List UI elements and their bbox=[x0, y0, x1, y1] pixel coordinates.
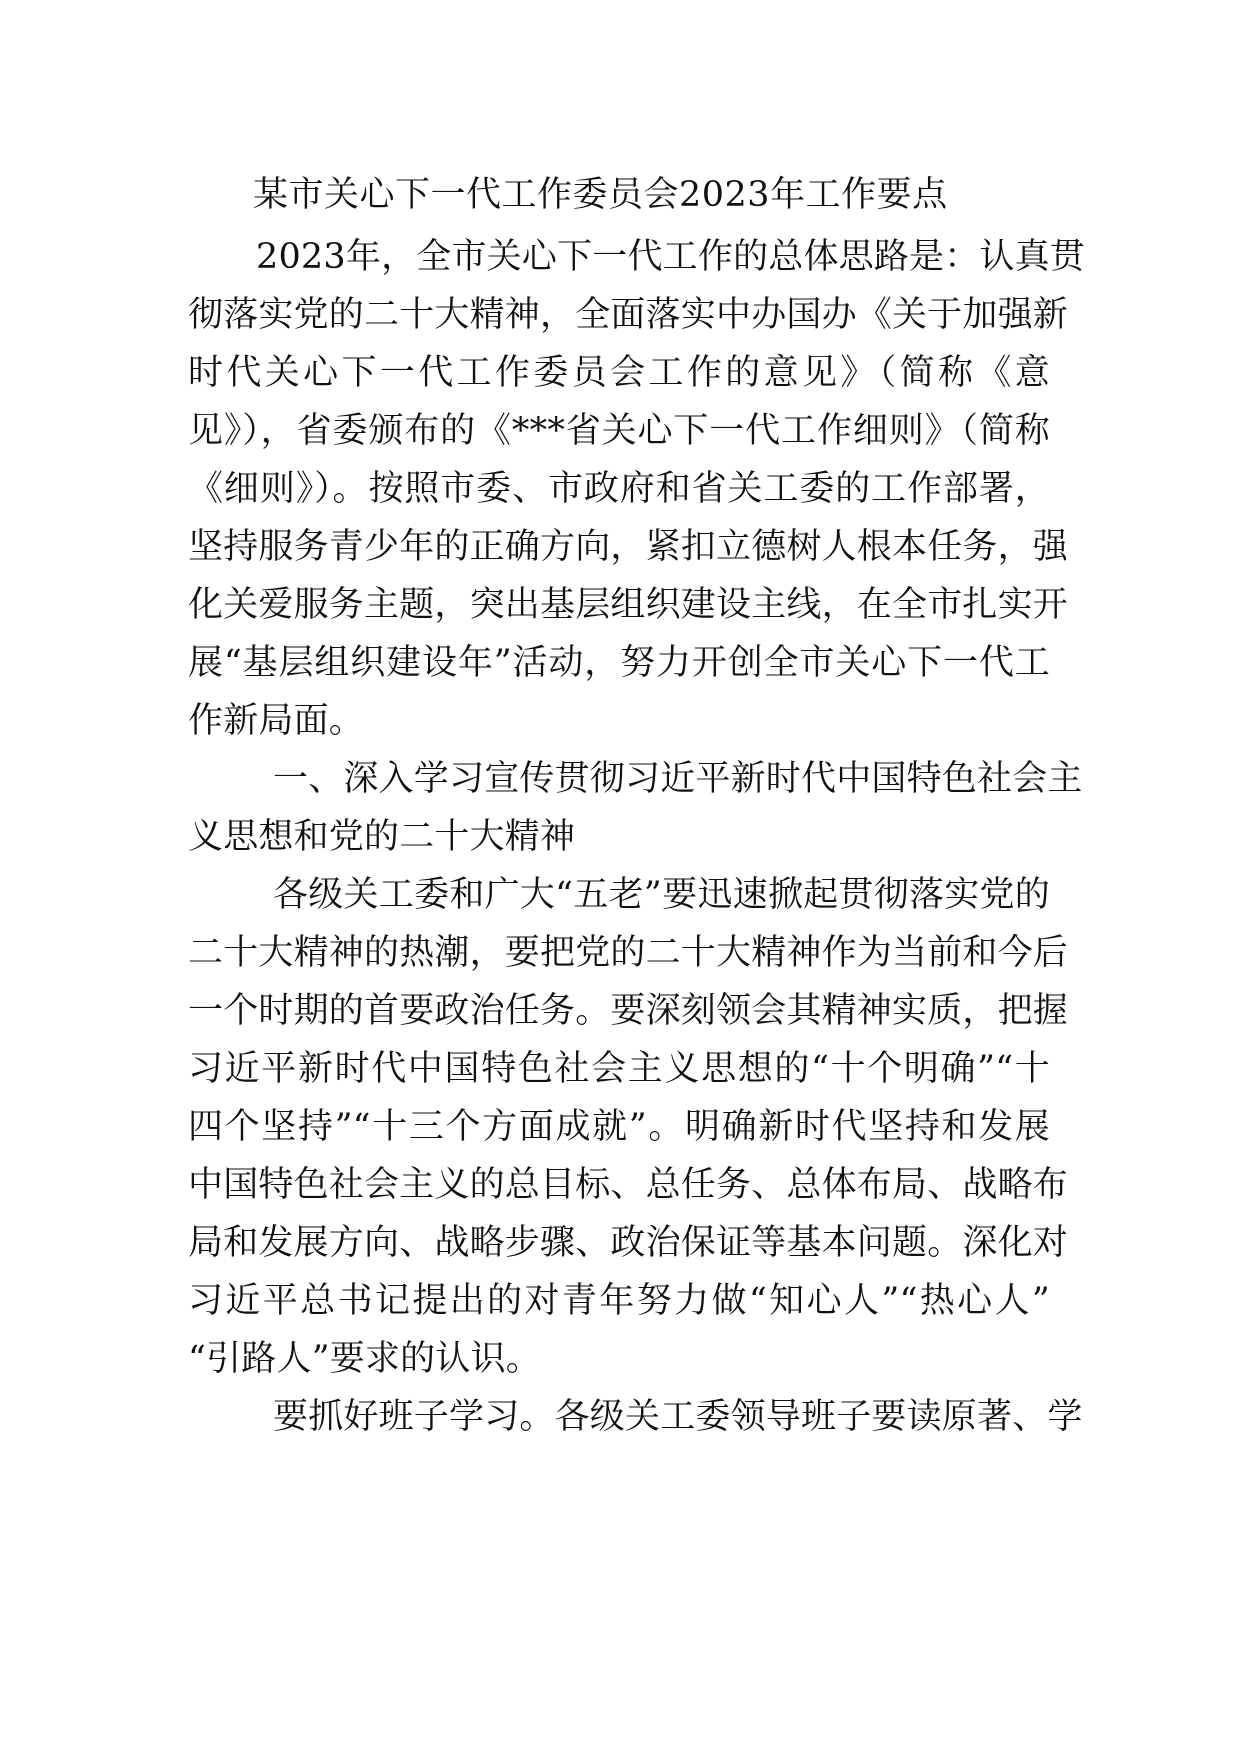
section-body-line-7: 局和发展方向、战略步骤、政治保证等基本问题。深化对 bbox=[188, 1223, 1069, 1263]
study-paragraph-line-1: 要抓好班子学习。各级关工委领导班子要读原著、学 bbox=[273, 1397, 1083, 1437]
section-body-line-5: 四个坚持”“十三个方面成就”。明确新时代坚持和发展 bbox=[188, 1107, 1050, 1147]
intro-line-7: 化关爱服务主题，突出基层组织建设主线，在全市扎实开 bbox=[188, 585, 1069, 625]
section-heading-line-2: 义思想和党的二十大精神 bbox=[188, 817, 576, 857]
section-body-line-1: 各级关工委和广大“五老”要迅速掀起贯彻落实党的 bbox=[273, 875, 1050, 915]
intro-line-6: 坚持服务青少年的正确方向，紧扣立德树人根本任务，强 bbox=[188, 527, 1069, 567]
intro-line-8: 展“基层组织建设年”活动，努力开创全市关心下一代工 bbox=[188, 643, 1050, 683]
section-body-line-3: 一个时期的首要政治任务。要深刻领会其精神实质，把握 bbox=[188, 991, 1069, 1031]
section-body-line-2: 二十大精神的热潮，要把党的二十大精神作为当前和今后 bbox=[188, 933, 1069, 973]
intro-line-2: 彻落实党的二十大精神，全面落实中办国办《关于加强新 bbox=[188, 295, 1069, 335]
section-body-line-8: 习近平总书记提出的对青年努力做“知心人”“热心人” bbox=[188, 1281, 1050, 1321]
section-body-line-4: 习近平新时代中国特色社会主义思想的“十个明确”“十 bbox=[188, 1049, 1050, 1089]
intro-line-5: 《细则》）。按照市委、市政府和省关工委的工作部署， bbox=[188, 469, 1050, 509]
intro-line-9: 作新局面。 bbox=[188, 701, 365, 741]
intro-line-4: 见》），省委颁布的《***省关心下一代工作细则》（简称 bbox=[188, 411, 1050, 451]
intro-line-3: 时代关心下一代工作委员会工作的意见》（简称《意 bbox=[188, 353, 1050, 393]
section-heading-line-1: 一、深入学习宣传贯彻习近平新时代中国特色社会主 bbox=[273, 759, 1083, 799]
document-title: 某市关心下一代工作委员会2023年工作要点 bbox=[253, 175, 948, 215]
section-body-line-6: 中国特色社会主义的总目标、总任务、总体布局、战略布 bbox=[188, 1165, 1069, 1205]
section-body-line-9: “引路人”要求的认识。 bbox=[188, 1339, 541, 1379]
intro-line-1: 2023年，全市关心下一代工作的总体思路是：认真贯 bbox=[256, 237, 1086, 277]
